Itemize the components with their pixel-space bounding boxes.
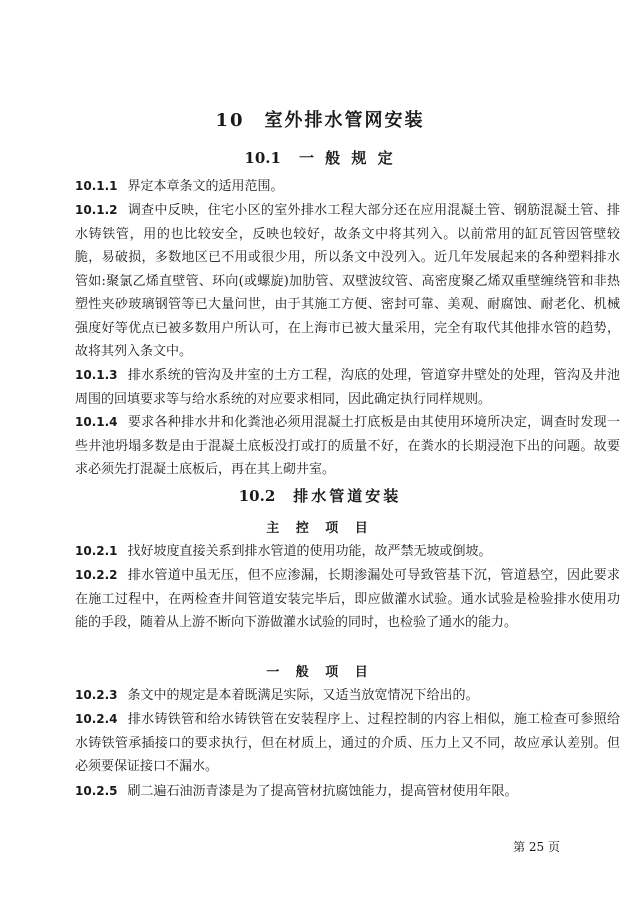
clause-number: 10.2.5 bbox=[75, 784, 118, 798]
section-title-text: 一 般 规 定 bbox=[298, 149, 396, 167]
clause-text: 找好坡度直接关系到排水管道的使用功能，故严禁无坡或倒坡。 bbox=[127, 544, 492, 559]
clause-paragraph bbox=[75, 564, 620, 635]
clause-paragraph bbox=[75, 540, 620, 564]
section-title-text: 排水管道安装 bbox=[293, 487, 402, 505]
clause-number: 10.2.1 bbox=[75, 544, 118, 558]
clause-text: 要求各种排水井和化粪池必须用混凝土打底板是由其使用环境所决定，调查时发现一些井池坍塌多数是由于混凝土底板没打或打的质量不好，在粪水的长期浸泡下出的问题。故要求必须先打混凝土底板后，再在其上砌井室。 bbox=[75, 415, 620, 477]
clause-paragraph bbox=[75, 780, 620, 804]
clause-text: 排水铸铁管和给水铸铁管在安装程序上、过程控制的内容上相似，施工检查可参照给水铸铁管承插接口的要求执行，但在材质上，通过的介质、压力上又不同，故应承认差别。但必须要保证接口不漏水。 bbox=[75, 712, 620, 774]
clause-paragraph bbox=[75, 708, 620, 779]
chapter-title bbox=[0, 106, 640, 132]
clause-number: 10.2.3 bbox=[75, 688, 118, 702]
clause-paragraph bbox=[75, 175, 620, 199]
page-number: 第 25 页 bbox=[513, 840, 560, 854]
clause-number: 10.1.1 bbox=[75, 179, 118, 193]
section-title bbox=[0, 485, 640, 506]
clause-number: 10.1.2 bbox=[75, 203, 118, 217]
clause-text: 刷二遍石油沥青漆是为了提高管材抗腐蚀能力，提高管材使用年限。 bbox=[127, 784, 518, 799]
clause-paragraph bbox=[75, 199, 620, 364]
section-number: 10.1 bbox=[244, 149, 281, 167]
clause-paragraph bbox=[75, 684, 620, 708]
clause-text: 条文中的规定是本着既满足实际，又适当放宽情况下给出的。 bbox=[127, 688, 479, 703]
clause-paragraph bbox=[75, 411, 620, 482]
clause-number: 10.1.4 bbox=[75, 415, 118, 429]
clause-number: 10.2.4 bbox=[75, 712, 118, 726]
clause-number: 10.2.2 bbox=[75, 568, 118, 582]
clause-number: 10.1.3 bbox=[75, 368, 118, 382]
section-title bbox=[0, 147, 640, 168]
chapter-number: 10 bbox=[215, 110, 245, 131]
section-number: 10.2 bbox=[238, 487, 276, 505]
clause-text: 排水管道中虽无压，但不应渗漏，长期渗漏处可导致管基下沉，管道悬空，因此要求在施工过程中，在两检查井间管道安装完毕后，即应做灌水试验。通水试验是检验排水使用功能的手段，随着从上游不断向下游做灌水试验的同时，也检验了通水的能力。 bbox=[75, 568, 620, 630]
subsection-title: 一 般 项 目 bbox=[266, 665, 374, 680]
chapter-title-text: 室外排水管网安装 bbox=[264, 110, 425, 131]
clause-text: 排水系统的管沟及井室的土方工程，沟底的处理，管道穿井壁处的处理，管沟及井池周围的回填要求等与给水系统的对应要求相同，因此确定执行同样规则。 bbox=[75, 368, 620, 407]
clause-paragraph bbox=[75, 364, 620, 411]
clause-text: 调查中反映，住宅小区的室外排水工程大部分还在应用混凝土管、钢筋混凝土管、排水铸铁管，用的也比较安全，反映也较好，故条文中将其列入。以前常用的缸瓦管因管壁较脆，易破损，多数地区已不用或很少用，所以条文中没列入。近几年发展起来的各种塑料排水管如:聚氯乙烯直壁管、环向(或螺旋)加肋管、双壁波纹管、高密度聚乙烯双重壁缠绕管和非热塑性夹砂玻璃钢管等已大量问世，由于其施工方便、密封可靠、美观、耐腐蚀、耐老化、机械强度好等优点已被多数用户所认可，在上海市已被大量采用，完全有取代其他排水管的趋势，故将其列入条文中。 bbox=[75, 203, 620, 359]
clause-text: 界定本章条文的适用范围。 bbox=[127, 179, 284, 194]
subsection-title: 主 控 项 目 bbox=[266, 521, 374, 536]
